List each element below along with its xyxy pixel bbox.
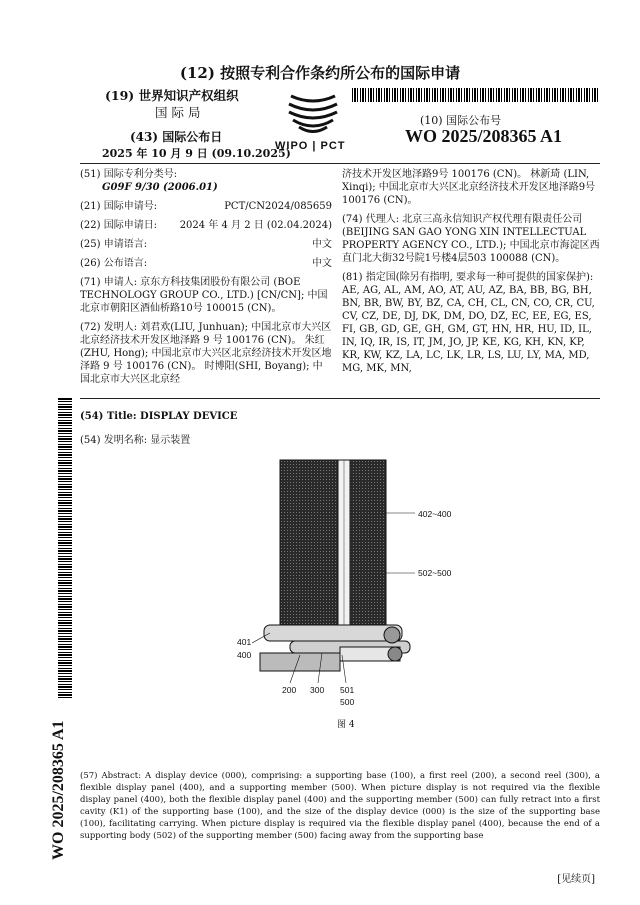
- field-51: [80, 168, 332, 194]
- publication-date: 2025 年 10 月 9 日 (09.10.2025): [102, 147, 291, 160]
- field-26: [80, 257, 332, 270]
- organization-bureau: 国 际 局: [155, 105, 201, 120]
- top-barcode: [352, 88, 600, 102]
- label-300: 300: [310, 685, 325, 695]
- abstract-text: (57) Abstract: A display device (000), comprising: a supporting base (100), a first reel (200), a second reel (300), a flexible display panel (400), and a supporting member (500). When picture display is not required via the flexible display panel (400), both the flexible display panel (400) and the supporting member (500) can fully retract into a first cavity (K1) of the supporting base (100), and the size of the display device (000) is the size of the supporting base (100), facilitating carrying. When picture display is required via the flexible display panel (400), because the end of a supporting body (502) of the supporting member (500) facing away from the supporting base: [80, 771, 600, 841]
- field-22-label: (22) 国际申请日:: [80, 220, 158, 231]
- figure-caption: 图 4: [337, 720, 355, 730]
- field-25: [80, 238, 332, 251]
- header-divider: [80, 163, 600, 164]
- field-25-value: 中文: [312, 239, 332, 250]
- field-26-label: (26) 公布语言:: [80, 258, 148, 269]
- bibliographic-left-column: [80, 168, 332, 386]
- publication-date-label: (43) 国际公布日: [130, 130, 223, 144]
- field-22: [80, 219, 332, 232]
- organization-name: (19) 世界知识产权组织: [105, 88, 239, 103]
- title-chinese: (54) 发明名称: 显示装置: [80, 435, 191, 446]
- publication-number: WO 2025/208365 A1: [405, 126, 563, 146]
- display-panel-right: [348, 460, 386, 630]
- field-26-value: 中文: [312, 258, 332, 269]
- continued-marker: [见续页]: [557, 874, 595, 885]
- field-72-continued: 济技术开发区地泽路9号 100176 (CN)。 林新琦 (LIN, Xinqi); 中国北京市大兴区北京经济技术开发区地泽路9号 100176 (CN)。: [342, 169, 596, 206]
- field-81-designated-states: (81) 指定国(除另有指明, 要求每一种可提供的国家保护): AE, AG, AL, AM, AO, AT, AU, AZ, BA, BB, BG, BH, BN, BR, BW, BY, BZ, CA, CH, CL, CN, CO, CR, CU, CV, CZ, DE, DJ, DK, DM, DO, DZ, EC, EE, EG, ES, FI, GB, GD, GE, GH, GM, GT, HN, HR, HU, ID, IL, IN, IQ, IR, IS, IT, JM, JO, JP, KE, KG, KH, KN, KP, KR, KW, KZ, LA, LC, LK, LR, LS, LU, LY, MA, MD, MG, MK, MN,: [342, 272, 595, 374]
- label-402-400: 402~400: [418, 509, 452, 519]
- first-reel: [264, 625, 402, 641]
- field-72-inventors: (72) 发明人: 刘君欢(LIU, Junhuan); 中国北京市大兴区北京经济技术开发区地泽路 9 号 100176 (CN)。 朱红(ZHU, Hong); 中国北京市大兴区北京经济技术开发区地泽路 9 号 100176 (CN)。 时博阳(SHI, Boyang); 中国北京市大兴区北京经: [80, 322, 332, 385]
- bibliographic-divider: [80, 398, 600, 399]
- label-500: 500: [340, 697, 355, 707]
- label-502-500: 502~500: [418, 568, 452, 578]
- field-74-agent: (74) 代理人: 北京三高永信知识产权代理有限责任公司 (BEIJING SAN GAO YONG XIN INTELLECTUAL PROPERTY AGENCY CO., LTD.); 中国北京市海淀区西直门北大街32号院1号楼4层503 100088 (CN)。: [342, 214, 600, 264]
- label-200: 200: [282, 685, 297, 695]
- label-401: 401: [237, 637, 252, 647]
- wipo-logo-text: WIPO | PCT: [275, 140, 346, 152]
- field-21: [80, 200, 332, 213]
- field-21-value: PCT/CN2024/085659: [224, 201, 332, 212]
- wipo-logo-icon: [283, 92, 343, 138]
- sidebar-publication-number: WO 2025/208365 A1: [50, 720, 67, 860]
- field-21-label: (21) 国际申请号:: [80, 201, 158, 212]
- field-51-label: (51) 国际专利分类号:: [80, 169, 178, 180]
- field-25-label: (25) 申请语言:: [80, 239, 148, 250]
- title-english: (54) Title: DISPLAY DEVICE: [80, 411, 238, 422]
- field-71-applicant: (71) 申请人: 京东方科技集团股份有限公司 (BOE TECHNOLOGY GROUP CO., LTD.) [CN/CN]; 中国北京市朝阳区酒仙桥路10号 100015 (CN)。: [80, 277, 328, 314]
- publication-number-label: (10) 国际公布号: [420, 114, 502, 127]
- label-501: 501: [340, 685, 355, 695]
- sidebar-barcode: [58, 398, 72, 698]
- field-22-value: 2024 年 4 月 2 日 (02.04.2024): [179, 220, 332, 231]
- field-51-value: G09F 9/30 (2006.01): [102, 182, 218, 193]
- patent-figure: [230, 455, 470, 705]
- label-400: 400: [237, 650, 252, 660]
- document-type-title: (12) 按照专利合作条约所公布的国际申请: [179, 64, 461, 82]
- bibliographic-right-column: [342, 168, 600, 375]
- display-panel-left: [280, 460, 340, 630]
